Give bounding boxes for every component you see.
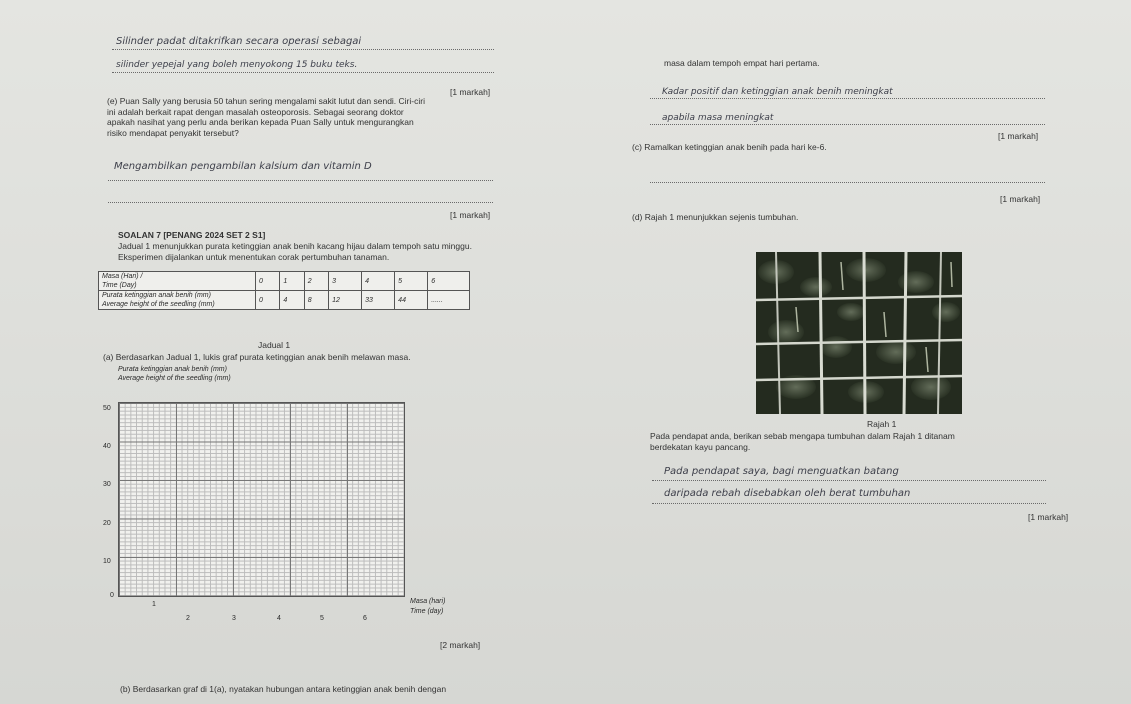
table-cell: 44 (395, 291, 428, 310)
answer-line (108, 180, 493, 181)
marks-label: [1 markah] (450, 210, 491, 220)
question-b-text: (b) Berdasarkan graf di 1(a), nyatakan hubungan antara ketinggian anak benih dengan (120, 684, 447, 694)
table-cell: 0 (256, 272, 280, 291)
table-cell: 0 (256, 291, 280, 310)
y-tick-label: 50 (103, 405, 111, 412)
table-cell: 3 (329, 272, 362, 291)
table-row-label: Purata ketinggian anak benih (mm) Average height of the seedling (mm) (99, 291, 256, 310)
y-tick-label: 10 (103, 558, 111, 565)
table-cell: 4 (362, 272, 395, 291)
x-tick-label: 3 (232, 615, 236, 622)
answer-line (650, 98, 1045, 99)
graph-xlabel-ms: Masa (hari) (410, 598, 446, 605)
x-tick-label: 1 (152, 601, 156, 608)
answer-line (112, 49, 494, 50)
answer-handwriting-d-2: daripada rebah disebabkan oleh berat tumbuhan (664, 488, 911, 499)
graph-xlabel-en: Time (day) (410, 608, 444, 615)
question-d-text-1: Pada pendapat anda, berikan sebab mengapa tumbuhan dalam Rajah 1 ditanam (650, 431, 955, 441)
y-tick-label: 30 (103, 481, 111, 488)
table-cell: 33 (362, 291, 395, 310)
question-c-text: (c) Ramalkan ketinggian anak benih pada hari ke-6. (632, 142, 827, 152)
answer-handwriting-b-1: Kadar positif dan ketinggian anak benih meningkat (662, 87, 893, 97)
x-tick-label: 6 (363, 615, 367, 622)
table-cell: 6 (428, 272, 470, 291)
section-title: SOALAN 7 [PENANG 2024 SET 2 S1] (118, 230, 266, 240)
plant-photo-svg (756, 252, 962, 414)
answer-line (652, 503, 1046, 504)
answer-line (652, 480, 1046, 481)
graph-paper[interactable] (118, 402, 405, 597)
answer-line (108, 202, 493, 203)
answer-line (650, 124, 1045, 125)
question-a-text: (a) Berdasarkan Jadual 1, lukis graf purata ketinggian anak benih melawan masa. (103, 352, 411, 362)
answer-handwriting-top-2: silinder yepejal yang boleh menyokong 15 buku teks. (116, 60, 358, 70)
answer-line (112, 72, 494, 73)
question-d-text-2: berdekatan kayu pancang. (650, 442, 751, 452)
marks-label: [1 markah] (1000, 194, 1041, 204)
table-cell: 8 (304, 291, 328, 310)
answer-handwriting-b-2: apabila masa meningkat (662, 113, 774, 123)
table-cell: 1 (280, 272, 304, 291)
table-cell: 5 (395, 272, 428, 291)
answer-handwriting-d-1: Pada pendapat saya, bagi menguatkan batang (664, 466, 899, 477)
x-tick-label: 2 (186, 615, 190, 622)
answer-handwriting-top-1: Silinder padat ditakrifkan secara operasi sebagai (116, 36, 362, 47)
question-b-continued: masa dalam tempoh empat hari pertama. (664, 58, 820, 68)
table-cell: 2 (304, 272, 328, 291)
data-table (98, 271, 470, 310)
plant-photo (756, 252, 962, 414)
x-tick-label: 5 (320, 615, 324, 622)
question-d-text: (d) Rajah 1 menunjukkan sejenis tumbuhan. (632, 212, 799, 222)
marks-label: [1 markah] (1028, 512, 1069, 522)
table-cell: 12 (329, 291, 362, 310)
figure-caption: Rajah 1 (867, 419, 897, 429)
x-tick-label: 4 (277, 615, 281, 622)
marks-label: [1 markah] (450, 87, 491, 97)
graph-ylabel-en: Average height of the seedling (mm) (118, 375, 231, 382)
table-caption: Jadual 1 (258, 340, 291, 350)
y-tick-label: 20 (103, 520, 111, 527)
marks-label: [2 markah] (440, 640, 481, 650)
answer-handwriting-e: Mengambilkan pengambilan kalsium dan vitamin D (114, 161, 372, 172)
y-tick-label: 40 (103, 443, 111, 450)
table-cell: ...... (428, 291, 470, 310)
y-tick-label: 0 (110, 592, 114, 599)
graph-ylabel-ms: Purata ketinggian anak benih (mm) (118, 366, 227, 373)
table-row-label: Masa (Hari) / Time (Day) (99, 272, 256, 291)
marks-label: [1 markah] (998, 131, 1039, 141)
question-e-text: (e) Puan Sally yang berusia 50 tahun sering mengalami sakit lutut dan sendi. Ciri-ciri ini adalah berkait rapat dengan masalah osteoporosis. Sebagai seorang doktor apakah nasihat yang perlu anda berikan kepada Puan Sally untuk mengurangkan risiko mendapat penyakit tersebut? (107, 96, 425, 138)
answer-line (650, 182, 1045, 183)
table-cell: 4 (280, 291, 304, 310)
section-intro: Jadual 1 menunjukkan purata ketinggian anak benih kacang hijau dalam tempoh satu minggu. Eksperimen dijalankan untuk menentukan corak pertumbuhan tanaman. (118, 241, 472, 262)
